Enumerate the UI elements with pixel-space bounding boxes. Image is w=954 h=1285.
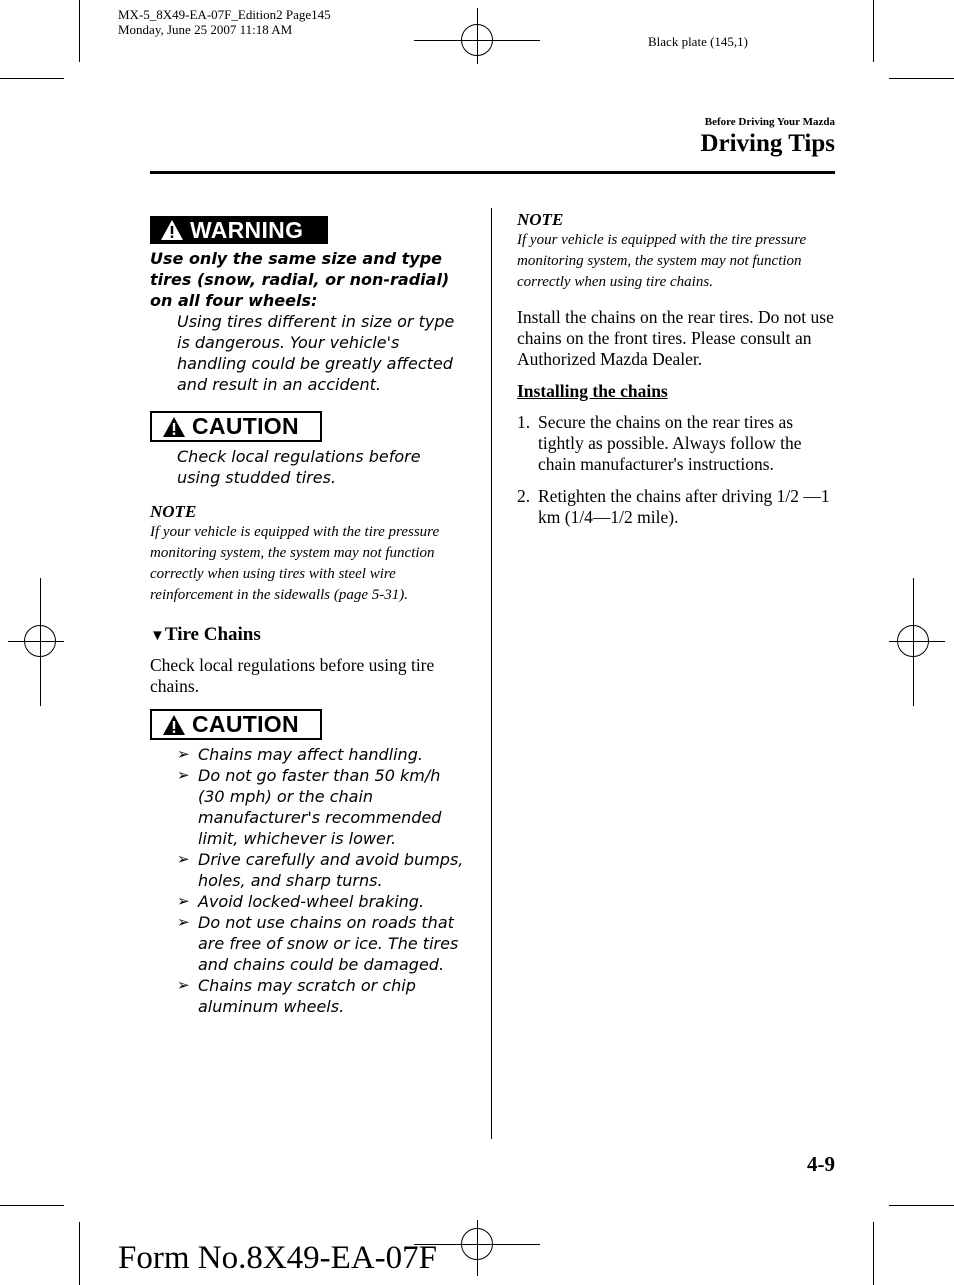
caution-box (150, 709, 322, 740)
list-item: 2. Retighten the chains after driving 1/2 ―1 km (1/4―1/2 mile). (517, 486, 830, 527)
list-item: ➢ Chains may scratch or chip aluminum wheels. (177, 976, 416, 1016)
warning-box (150, 216, 328, 244)
bullet-icon: ➢ (177, 850, 190, 868)
list-item: ➢ Do not use chains on roads that are free of snow or ice. The tires and chains could be damaged. (177, 913, 459, 974)
list-item: ➢ Drive carefully and avoid bumps, holes, and sharp turns. (177, 850, 464, 890)
caution-box (150, 411, 322, 442)
list-item: 1. Secure the chains on the rear tires as tightly as possible. Always follow the chain manufacturer's instructions. (517, 412, 802, 474)
bullet-icon: ➢ (177, 745, 190, 763)
bullet-icon: ➢ (177, 913, 190, 931)
crop-mark-icon (873, 1222, 874, 1285)
note-text: If your vehicle is equipped with the tire pressure monitoring system, the system may not function correctly when using tire chains. (517, 232, 807, 290)
caution-list (150, 744, 468, 1017)
crop-mark-icon (0, 78, 64, 79)
bullet-icon: ➢ (177, 976, 190, 994)
warning-lead: Use only the same size and type tires (snow, radial, or non-radial) on all four wheels: (150, 249, 450, 310)
page-title: Driving Tips (700, 130, 835, 157)
crop-mark-icon (79, 0, 80, 62)
caution-label: CAUTION (192, 711, 299, 737)
steps-list (517, 412, 835, 528)
caution-triangle-icon (162, 416, 186, 438)
file-name: MX-5_8X49-EA-07F_Edition2 Page145 (118, 7, 331, 22)
crop-mark-icon (873, 0, 874, 62)
tire-chains-title: Tire Chains (164, 624, 261, 645)
bullet-icon: ➢ (177, 766, 190, 784)
bullet-icon: ➢ (177, 892, 190, 910)
column-divider (491, 208, 492, 1139)
title-rule (150, 171, 835, 174)
page-number: 4-9 (807, 1152, 835, 1176)
file-date: Monday, June 25 2007 11:18 AM (118, 22, 293, 37)
crop-mark-icon (79, 1222, 80, 1285)
install-text: Install the chains on the rear tires. Do not use chains on the front tires. Please consult an Authorized Mazda Dealer. (517, 307, 834, 369)
section-label: Before Driving Your Mazda (704, 116, 835, 128)
warning-body: Using tires different in size or type is dangerous. Your vehicle's handling could be greatly affected and result in an accident. (177, 312, 455, 394)
left-column (150, 216, 468, 1017)
section-arrow-icon: ▼ (150, 628, 165, 644)
plate-label: Black plate (145,1) (648, 34, 748, 49)
list-item: ➢ Avoid locked-wheel braking. (177, 892, 425, 911)
file-info (118, 7, 331, 37)
warning-label: WARNING (190, 216, 304, 243)
installing-chains-heading: Installing the chains (517, 381, 668, 401)
warning-triangle-icon (160, 219, 184, 241)
note-text: If your vehicle is equipped with the tire pressure monitoring system, the system may not function correctly when using tires with steel wire reinforcement in the sidewalls (page 5-31). (150, 524, 440, 603)
right-column (517, 210, 835, 528)
list-item: ➢ Chains may affect handling. (177, 745, 423, 764)
list-item: ➢ Do not go faster than 50 km/h (30 mph) or the chain manufacturer's recommended limit, whichever is lower. (177, 766, 442, 848)
crop-mark-icon (889, 1205, 954, 1206)
crop-mark-icon (0, 1205, 64, 1206)
note-heading: NOTE (517, 210, 564, 229)
crop-mark-icon (889, 78, 954, 79)
caution-body: Check local regulations before using studded tires. (177, 447, 421, 487)
note-heading: NOTE (150, 502, 197, 521)
form-number: Form No.8X49-EA-07F (118, 1240, 437, 1276)
tire-chains-body: Check local regulations before using tire chains. (150, 655, 435, 696)
tire-chains-heading (150, 624, 468, 646)
caution-triangle-icon (162, 714, 186, 736)
caution-label: CAUTION (192, 413, 299, 439)
